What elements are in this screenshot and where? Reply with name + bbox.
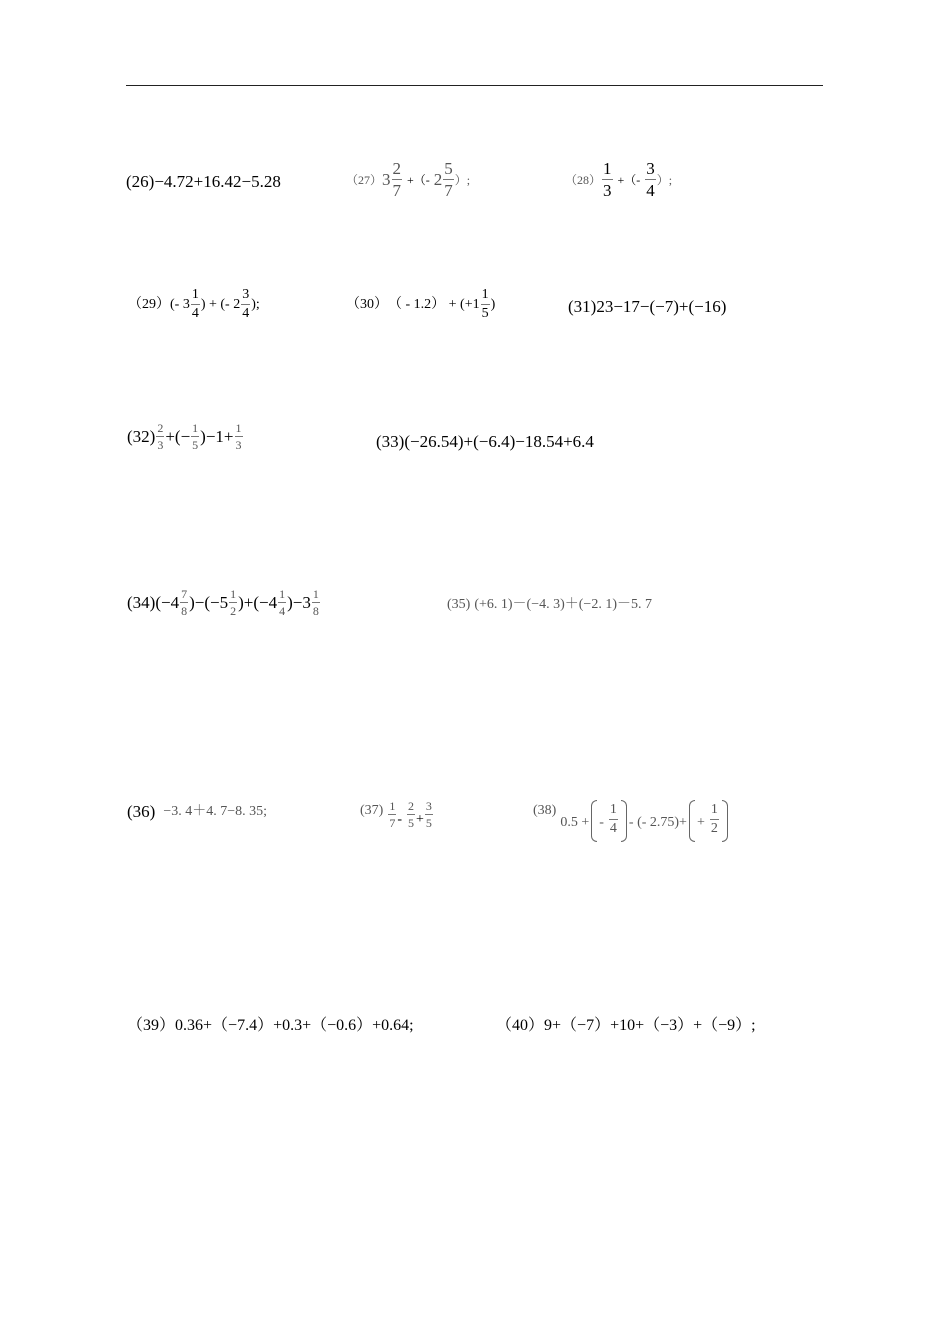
problem-36-label: (36): [127, 802, 156, 821]
problem-39-label: （39）: [127, 1017, 176, 1034]
problem-29-label: （29）: [128, 296, 170, 312]
problem-37-operator-1: -: [397, 812, 402, 827]
problem-30: [346, 288, 495, 321]
problem-28: [565, 160, 672, 199]
problem-34-fraction-1: 7 8: [181, 587, 188, 618]
problem-38-fraction-2: 1 2: [710, 802, 718, 836]
problem-27-label: （27）: [346, 172, 383, 187]
problem-27-end: ）;: [454, 172, 471, 187]
problem-37-fraction-1: 1 7: [389, 799, 396, 830]
problem-37-operator-2: +: [416, 812, 424, 827]
problem-38-fraction-1: 1 4: [609, 802, 617, 836]
problem-32-fraction-2: $\frac{1}{5}$: [192, 421, 199, 452]
problem-37-label: (37): [360, 803, 384, 818]
problem-38-open-paren-2: [689, 800, 695, 842]
problem-37-fraction-3: $\frac{3}{5}$: [425, 799, 432, 830]
problem-34-middle-1: )−(−5: [189, 593, 229, 612]
problem-37: [360, 800, 434, 829]
problem-29-middle: ) + (- 2: [200, 296, 241, 312]
problem-35: [447, 598, 652, 612]
problem-32: [127, 422, 244, 451]
problem-27-fraction-1: 2 7: [392, 159, 402, 200]
problem-33-expression: (−26.54)+(−6.4)−18.54+6.4: [404, 432, 594, 451]
problem-38-inner-sign-2: +: [696, 815, 705, 830]
problem-32-fraction-1: 2 3: [157, 421, 164, 452]
problem-28-fraction-2: 3 4: [646, 159, 655, 200]
problem-30-fraction-1: 1 5: [481, 287, 489, 321]
header-rule: [126, 85, 823, 86]
problem-38-inner-sign-1: -: [599, 815, 604, 830]
problem-28-end: ）;: [656, 172, 673, 187]
problem-33-label: (33): [376, 432, 405, 451]
problem-38-label: (38): [533, 803, 557, 818]
problem-32-label: (32): [127, 427, 156, 446]
problem-32-fraction-3: $\frac{1}{3}$: [235, 421, 242, 452]
problem-34-fraction-2: 1 2: [230, 587, 237, 618]
problem-34: [127, 588, 321, 617]
problem-32-middle-2: )−1+: [200, 427, 234, 446]
problem-31-expression: 23−17−(−7)+(−16): [596, 297, 727, 316]
problem-27-operator: +（-: [407, 172, 430, 187]
problem-29-end: );: [251, 296, 260, 312]
problem-27: [346, 160, 470, 199]
problem-30-end: ): [490, 296, 496, 312]
problem-34-prefix: (−4: [155, 593, 180, 612]
problem-36: [127, 803, 267, 820]
problem-37-fraction-2: 2 5: [408, 799, 414, 830]
problem-34-middle-3: )−3: [287, 593, 311, 612]
problem-27-whole-2: 2: [433, 170, 443, 189]
problem-36-expression: −3. 4＋4. 7−8. 35;: [163, 803, 268, 819]
problem-38-close-paren-2: [722, 800, 728, 842]
problem-38: [533, 800, 730, 842]
problem-32-middle-1: +(−: [165, 427, 191, 446]
problem-29: [128, 288, 260, 321]
problem-34-middle-2: )+(−4: [238, 593, 278, 612]
problem-26: [126, 173, 281, 190]
problem-34-fraction-4: 1 8: [312, 587, 319, 618]
problem-29-fraction-1: 1 4: [191, 287, 199, 321]
problem-39: [127, 1018, 414, 1034]
problem-40-label: （40）: [496, 1017, 545, 1034]
problem-35-expression: (+6. 1)－(−4. 3)＋(−2. 1)－5. 7: [474, 597, 652, 612]
problem-35-label: (35): [447, 597, 471, 612]
problem-31: [568, 298, 726, 315]
problem-33: [376, 433, 594, 450]
problem-34-label: (34): [127, 593, 156, 612]
problem-40-expression: 9+（−7）+10+（−3）+（−9）;: [544, 1017, 756, 1034]
problem-30-prefix: （ - 1.2） + (+1: [388, 296, 480, 312]
problem-40: [496, 1018, 756, 1034]
problem-29-fraction-2: 3 4: [242, 287, 250, 321]
problem-34-fraction-3: 1 4: [279, 587, 286, 618]
problem-38-close-paren-1: [621, 800, 627, 842]
problem-28-operator: +（-: [617, 172, 641, 187]
problem-38-open-paren-1: [591, 800, 597, 842]
problem-27-fraction-2: 5 7: [444, 159, 453, 200]
problem-38-middle: - (- 2.75)+: [628, 815, 687, 830]
problem-27-whole-1: 3: [382, 170, 391, 189]
problem-28-fraction-1: 1 3: [603, 159, 612, 200]
problem-31-label: (31): [568, 297, 597, 316]
problem-26-label: (26): [126, 172, 155, 191]
problem-30-label: （30）: [346, 296, 388, 312]
problem-38-prefix: 0.5 +: [560, 815, 590, 830]
problem-39-expression: 0.36+（−7.4）+0.3+（−0.6）+0.64;: [175, 1017, 414, 1034]
problem-28-label: （28）: [565, 172, 602, 187]
problem-26-expression: −4.72+16.42−5.28: [154, 172, 281, 191]
problem-29-prefix: (- 3: [170, 296, 190, 312]
